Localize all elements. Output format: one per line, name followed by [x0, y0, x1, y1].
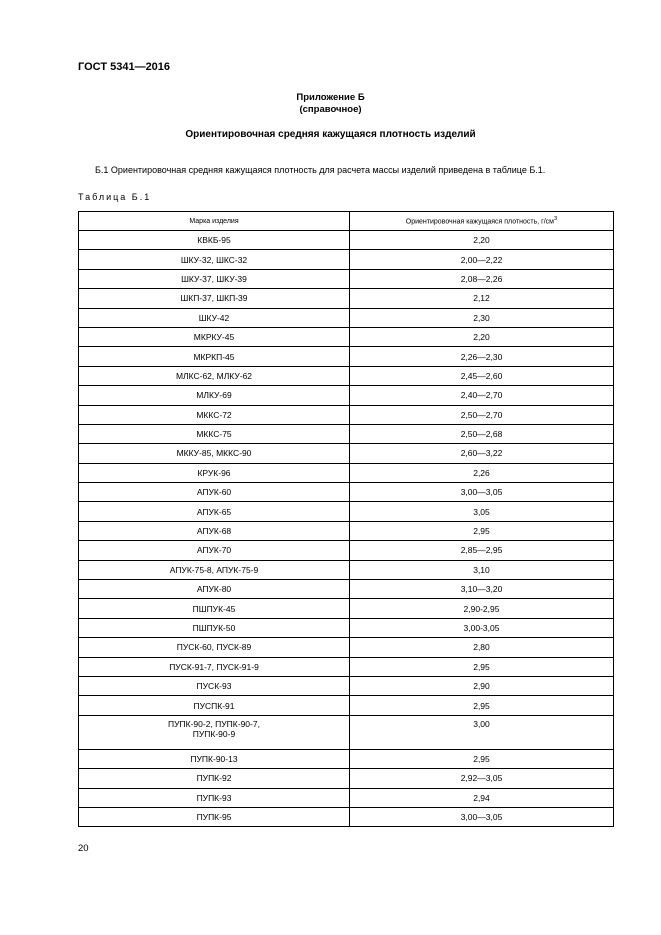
cell-density: 2,26: [350, 463, 614, 482]
table-row: [79, 502, 614, 521]
table-row: [79, 289, 614, 308]
cell-brand-text: ШКУ-42: [198, 312, 230, 323]
cell-brand: [79, 560, 350, 579]
cell-brand-text: ШКП-37, ШКП-39: [180, 293, 248, 304]
page-number: 20: [78, 843, 89, 854]
cell-brand: [79, 676, 350, 695]
cell-brand-text: ПУПК-95: [196, 812, 232, 823]
cell-density: 2,50—2,70: [350, 405, 614, 424]
cell-density: 2,85—2,95: [350, 541, 614, 560]
cell-brand: [79, 289, 350, 308]
table-row: [79, 696, 614, 715]
cell-brand-text: МККУ-85, МККС-90: [176, 448, 252, 459]
cell-density: 2,94: [350, 788, 614, 807]
cell-brand: [79, 502, 350, 521]
cell-density: 2,20: [350, 231, 614, 250]
cell-brand-text: АПУК-65: [196, 506, 232, 517]
cell-density: 2,45—2,60: [350, 366, 614, 385]
table-row: [79, 463, 614, 482]
table-row: [79, 366, 614, 385]
cell-brand: [79, 599, 350, 618]
cell-density: 2,00—2,22: [350, 250, 614, 269]
cell-brand-text: ПУСПК-91: [193, 700, 235, 711]
cell-brand: [79, 657, 350, 676]
cell-density: 2,95: [350, 696, 614, 715]
cell-brand-text: МКРКУ-45: [193, 332, 235, 343]
table-row: [79, 599, 614, 618]
cell-brand-text: ПУСК-91-7, ПУСК-91-9: [169, 661, 259, 672]
cell-density: 3,00-3,05: [350, 618, 614, 637]
cell-brand: [79, 386, 350, 405]
cell-brand: [79, 347, 350, 366]
table-row: [79, 327, 614, 346]
table-row: [79, 676, 614, 695]
table-row: [79, 618, 614, 637]
cell-brand-text: ПУСК-93: [196, 681, 232, 692]
cell-brand: [79, 769, 350, 788]
cell-density: 2,08—2,26: [350, 269, 614, 288]
cell-brand-text: ШКУ-37, ШКУ-39: [181, 273, 247, 284]
cell-density: 3,10: [350, 560, 614, 579]
cell-brand-text: АПУК-80: [196, 584, 232, 595]
table-row: [79, 521, 614, 540]
cell-density: 2,90-2,95: [350, 599, 614, 618]
table-row: [79, 560, 614, 579]
cell-brand-text: ШКУ-32, ШКС-32: [180, 254, 248, 265]
cell-brand-text: АПУК-60: [196, 487, 232, 498]
cell-brand: [79, 807, 350, 826]
cell-brand: [79, 696, 350, 715]
cell-brand-text: КРУК-96: [197, 467, 231, 478]
cell-brand: [79, 269, 350, 288]
table-row: [79, 749, 614, 768]
section-title: Ориентировочная средняя кажущаяся плотность изделий: [185, 129, 476, 140]
cell-density: 2,60—3,22: [350, 444, 614, 463]
table-row: [79, 657, 614, 676]
cell-brand: [79, 788, 350, 807]
cell-brand: [79, 405, 350, 424]
cell-density: 2,30: [350, 308, 614, 327]
cell-density: 3,00—3,05: [350, 807, 614, 826]
cell-brand-text: МКРКП-45: [193, 351, 235, 362]
cell-density: 2,50—2,68: [350, 424, 614, 443]
cell-density: 3,10—3,20: [350, 580, 614, 599]
column-header-density-exponent: 3: [553, 216, 558, 223]
cell-brand-text: КВКБ-95: [197, 235, 231, 246]
cell-brand: [79, 749, 350, 768]
cell-brand-text: ПУПК-90-2, ПУПК-90-7,: [168, 718, 260, 729]
table-row: [79, 769, 614, 788]
cell-brand: [79, 521, 350, 540]
cell-brand-text: АПУК-68: [196, 526, 232, 537]
cell-brand-text: МККС-75: [196, 429, 232, 440]
appendix-heading: [0, 92, 661, 116]
cell-density: 2,95: [350, 749, 614, 768]
cell-brand: [79, 618, 350, 637]
cell-density: 3,00—3,05: [350, 483, 614, 502]
cell-brand-text: ПШПУК-45: [192, 603, 236, 614]
cell-brand: [79, 483, 350, 502]
table-row: [79, 788, 614, 807]
table-row: [79, 250, 614, 269]
column-header-density: [350, 212, 614, 231]
cell-density: 2,90: [350, 676, 614, 695]
cell-brand-text: МККС-72: [196, 409, 232, 420]
appendix-title: Приложение Б: [296, 92, 365, 103]
table-row: [79, 541, 614, 560]
density-table: [78, 211, 614, 827]
cell-brand-text: ПШПУК-50: [192, 623, 236, 633]
table-row: [79, 444, 614, 463]
appendix-subtitle: (справочное): [299, 104, 362, 115]
cell-brand: [79, 250, 350, 269]
cell-brand-text: ПУПК-90-13: [190, 753, 238, 764]
cell-density: 2,95: [350, 657, 614, 676]
cell-brand: [79, 231, 350, 250]
table-row: [79, 308, 614, 327]
cell-density: 2,26—2,30: [350, 347, 614, 366]
table-row: [79, 424, 614, 443]
cell-brand: [79, 327, 350, 346]
cell-density: 2,80: [350, 638, 614, 657]
table-row: [79, 807, 614, 826]
cell-density: 2,40—2,70: [350, 386, 614, 405]
document-standard-header: ГОСТ 5341—2016: [78, 61, 171, 73]
table-row: [79, 386, 614, 405]
intro-paragraph: Б.1 Ориентировочная средняя кажущаяся плотность для расчета массы изделий приведена в таблице Б.1.: [95, 165, 546, 175]
cell-brand: [79, 366, 350, 385]
cell-density: 3,00: [350, 715, 614, 749]
cell-brand: [79, 638, 350, 657]
column-header-density-text: Ориентировочная кажущаяся плотность, г/см: [405, 218, 554, 226]
cell-brand: [79, 541, 350, 560]
cell-brand-text: ПУСК-60, ПУСК-89: [176, 642, 252, 653]
table-row: [79, 715, 614, 749]
cell-brand: [79, 308, 350, 327]
cell-brand-text: МЛКС-62, МЛКУ-62: [175, 370, 253, 381]
table-row: [79, 638, 614, 657]
cell-brand-text-line2: ПУПК-90-9: [192, 728, 236, 739]
cell-brand-text: АПУК-75-8, АПУК-75-9: [169, 564, 259, 575]
cell-density: 3,05: [350, 502, 614, 521]
table-row: [79, 269, 614, 288]
cell-brand: [79, 424, 350, 443]
cell-brand-text: МЛКУ-69: [196, 390, 232, 401]
cell-density: 2,20: [350, 327, 614, 346]
cell-brand: [79, 580, 350, 599]
cell-density: 2,12: [350, 289, 614, 308]
table-row: [79, 231, 614, 250]
cell-brand-text: ПУПК-92: [196, 773, 232, 784]
column-header-brand: Марка изделия: [79, 212, 350, 231]
cell-brand: [79, 463, 350, 482]
table-row: [79, 483, 614, 502]
cell-density: 2,92—3,05: [350, 769, 614, 788]
cell-density: 2,95: [350, 521, 614, 540]
cell-brand-text: АПУК-70: [196, 545, 232, 556]
table-caption: Таблица Б.1: [78, 192, 152, 202]
table-row: [79, 347, 614, 366]
cell-brand: [79, 444, 350, 463]
table-row: [79, 405, 614, 424]
cell-brand-text: ПУПК-93: [196, 792, 232, 803]
table-header-row: [79, 212, 614, 231]
table-row: [79, 580, 614, 599]
cell-brand: [79, 715, 350, 749]
